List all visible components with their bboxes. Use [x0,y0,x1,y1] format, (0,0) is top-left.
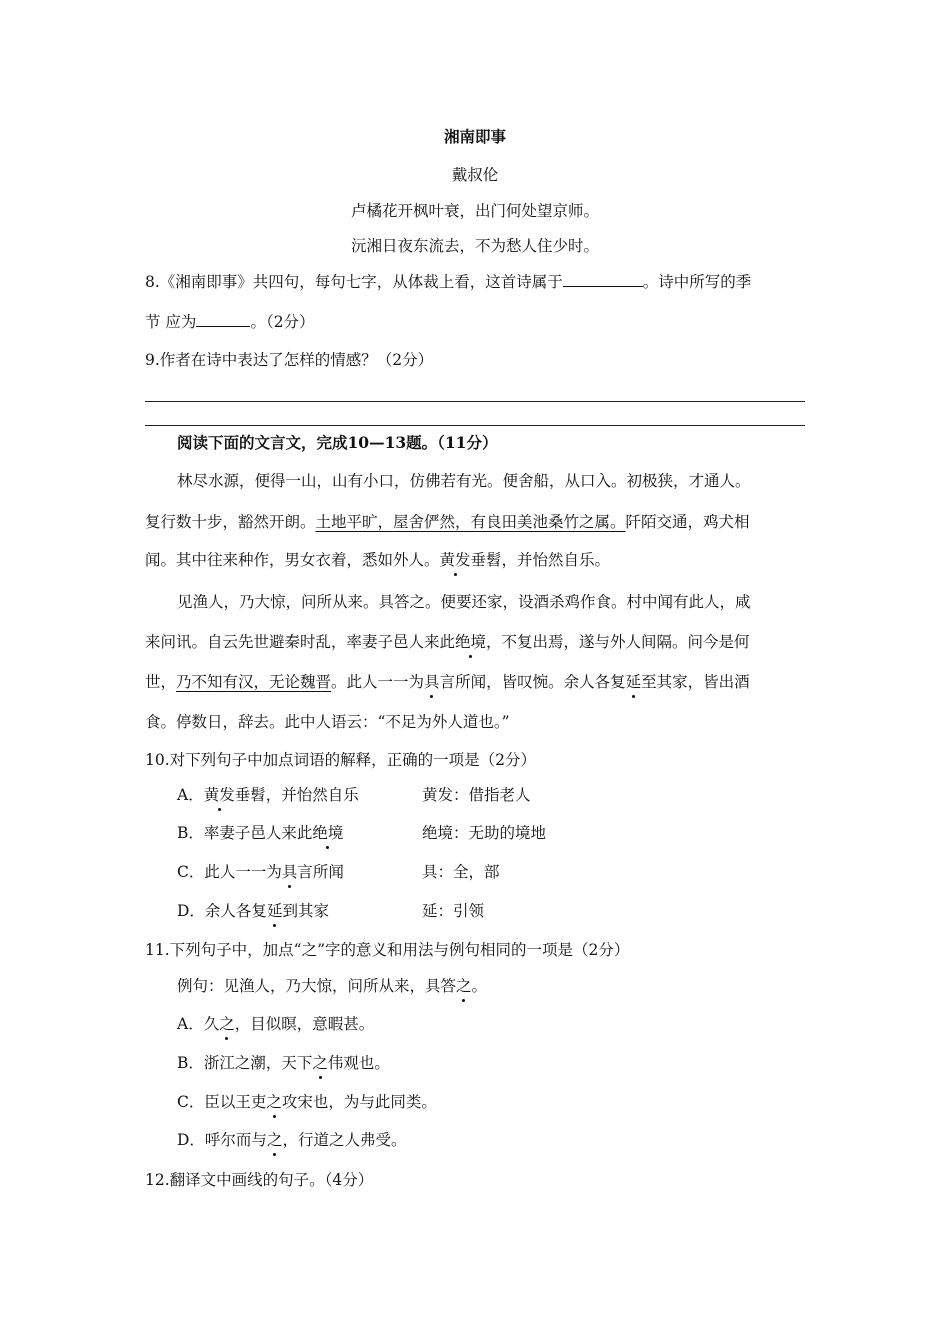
option-text: C．臣以王吏 [177,1093,267,1111]
option-text: A．久 [177,1015,220,1033]
dotted-word: 具 [281,863,298,881]
text-span: 来问讯。自云先世避秦时乱，率妻子邑人来此 [145,633,456,651]
option-text: 攻宋也，为与此同类。 [281,1093,437,1111]
q11-example [177,976,487,996]
option-text: B．率妻子邑人来此 [177,824,313,842]
option-text: 垂髫，并怡然自乐 [234,786,359,804]
poem-author: 戴叔伦 [451,166,499,184]
option-text: 到其家 [282,902,329,920]
q10-option-b[interactable] [177,823,343,843]
q10-option-d-explanation: 延：引领 [422,902,485,920]
text-span: 世， [145,673,177,691]
answer-blank-genre[interactable] [563,272,643,287]
underlined-sentence-2: 乃不知有汉，无论魏晋 [176,673,332,691]
passage-p1-line-1: 林尽水源，便得一山，山有小口，仿佛若有光。便舍船，从口入。初极狭，才通人。 [177,472,751,490]
underlined-sentence-1: 土地平旷，屋舍俨然，有良田美池桑竹之属。 [315,513,626,531]
question-8-line-1 [145,272,751,292]
text-span: 。此人一一为 [331,673,425,691]
poem-title: 湘南即事 [443,127,506,146]
reading-heading: 阅读下面的文言文，完成10—13题。（11分） [177,433,498,452]
text-span: 言所闻，皆叹惋。余人各复 [439,673,626,691]
q10-option-b-explanation: 绝境：无助的境地 [422,824,547,842]
q11-option-c[interactable] [177,1092,437,1112]
q11-option-d[interactable] [177,1130,406,1150]
passage-p2-line-4: 食。停数日，辞去。此中人语云：“不足为外人道也。” [145,713,510,731]
option-text: 伟观也。 [327,1054,390,1072]
passage-p2-line-1: 见渔人，乃大惊，问所从来。具答之。便要还家，设酒杀鸡作食。村中闻有此人，咸 [177,593,751,611]
q10-option-c[interactable] [177,862,344,882]
dotted-word: 之 [266,1131,283,1149]
q10-option-a[interactable] [177,785,359,805]
q8-text-c: 节 应为 [145,313,197,331]
poem-line-2: 沅湘日夜东流去，不为愁人住少时。 [350,237,599,255]
passage-p1-line-2 [145,512,750,532]
text-span: 至其家，皆出酒 [641,673,750,691]
passage-p1-line-3 [145,550,610,570]
option-text: D．呼尔而与 [177,1131,267,1149]
text-span: 复行数十步，豁然开朗。 [145,513,316,531]
dotted-word: 黄发 [203,786,235,804]
option-text: B．浙江之潮，天下 [177,1054,313,1072]
dotted-word-huangfa: 黄发 [439,551,471,569]
q10-option-a-explanation: 黄发：借指老人 [422,786,531,804]
answer-blank-season[interactable] [196,312,250,327]
dotted-word-yan: 延 [625,673,642,691]
option-text: C．此人一一为 [177,863,282,881]
q8-text-a: 8.《湘南即事》共四句，每句七字，从体裁上看，这首诗属于 [145,273,563,291]
dotted-word: 之 [312,1054,328,1072]
answer-line-2[interactable] [145,425,805,426]
q11-option-a[interactable] [177,1014,374,1034]
question-11-stem: 11.下列句子中，加点“之”字的意义和用法与例句相同的一项是（2分） [145,941,630,959]
poem-line-1: 卢橘花开枫叶衰，出门何处望京师。 [350,202,599,220]
dotted-word-ju: 具 [424,673,440,691]
question-8-line-2 [145,312,315,332]
passage-p2-line-2 [145,632,750,652]
option-text: ，行道之人弗受。 [282,1131,407,1149]
q11-option-b[interactable] [177,1053,390,1073]
dotted-word: 绝境 [312,824,344,842]
option-text: D．余人各复 [177,902,267,920]
question-10-stem: 10.对下列句子中加点词语的解释，正确的一项是（2分） [145,751,537,769]
dotted-word: 之 [219,1015,235,1033]
example-text: 。 [471,977,488,995]
passage-p2-line-3 [145,672,750,692]
dotted-word: 延 [266,902,283,920]
text-span: 闻。其中往来种作，男女衣着，悉如外人。 [145,551,440,569]
q10-option-c-explanation: 具：全，部 [422,863,500,881]
text-span: ，不复出焉，遂与外人间隔。问今是何 [486,633,750,651]
option-text: ，目似暝，意暇甚。 [234,1015,375,1033]
dotted-word: 之 [266,1093,282,1111]
option-text: 言所闻 [297,863,344,881]
example-text: 例句：见渔人，乃大惊，问所从来，具答 [177,977,457,995]
text-span: 阡陌交通，鸡犬相 [625,513,750,531]
answer-line-1[interactable] [145,401,805,402]
q10-option-d[interactable] [177,901,329,921]
text-span: 垂髫，并怡然自乐。 [470,551,611,569]
dotted-word: 之 [456,977,472,995]
q8-text-d: 。（2分） [250,313,315,331]
dotted-word-juejing: 绝境 [455,633,487,651]
question-12: 12.翻译文中画线的句子。（4分） [145,1171,374,1189]
option-text: A． [177,786,204,804]
q8-text-b: 。诗中所写的季 [642,273,752,291]
question-9: 9.作者在诗中表达了怎样的情感？（2分） [145,351,434,369]
